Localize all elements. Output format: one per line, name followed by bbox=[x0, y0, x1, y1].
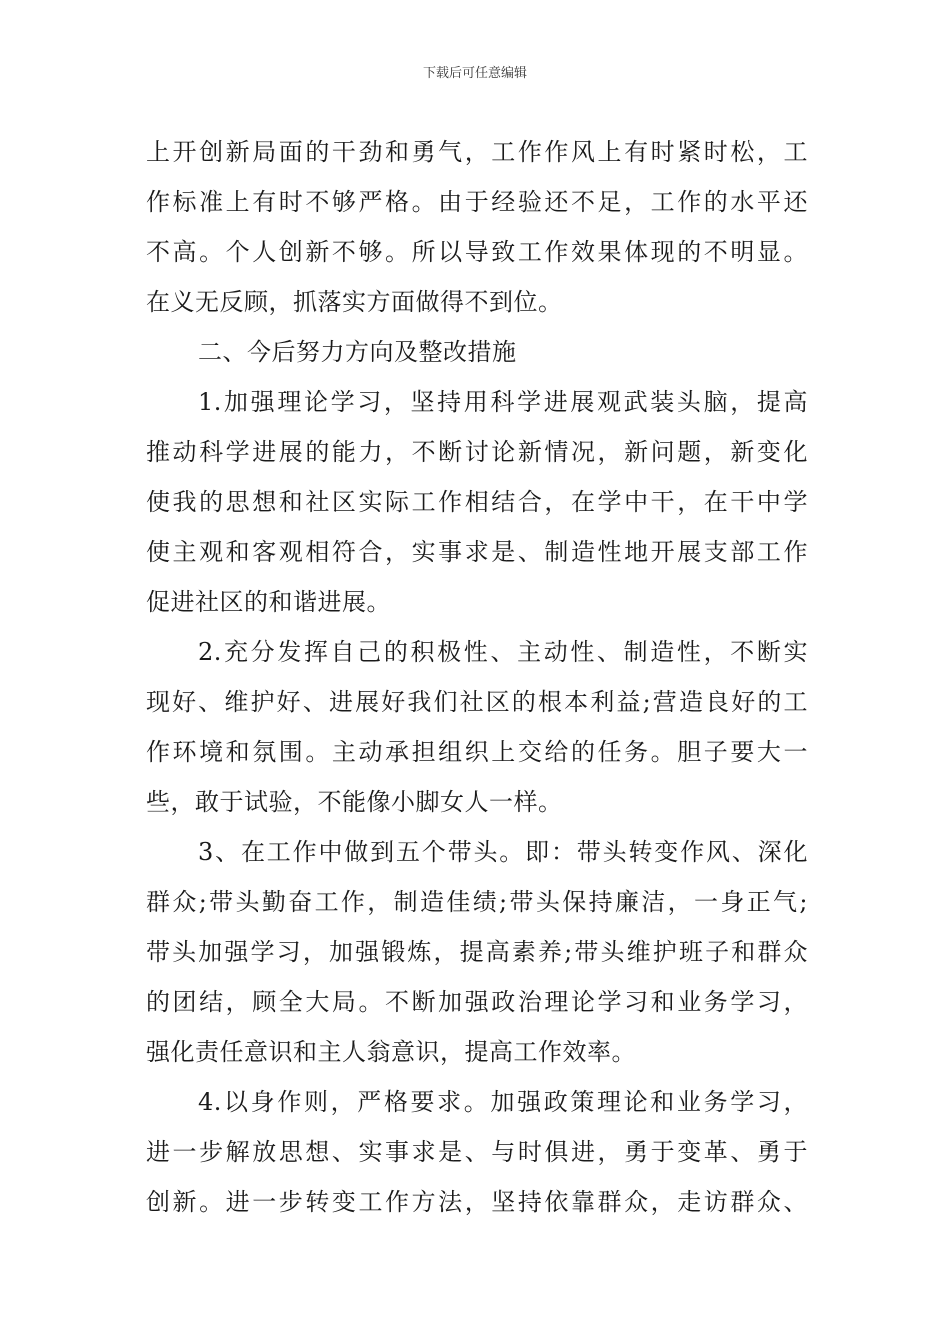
document-body bbox=[146, 127, 808, 1227]
text-line: 创新。进一步转变工作方法，坚持依靠群众，走访群众、 bbox=[146, 1188, 808, 1216]
text-line: 使我的思想和社区实际工作相结合，在学中干，在干中学 bbox=[146, 488, 808, 516]
text-line: 促进社区的和谐进展。 bbox=[146, 588, 391, 616]
text-line: 推动科学进展的能力，不断讨论新情况，新问题，新变化 bbox=[146, 438, 808, 466]
text-line: 进一步解放思想、实事求是、与时俱进，勇于变革、勇于 bbox=[146, 1138, 808, 1166]
text-line: 群众;带头勤奋工作，制造佳绩;带头保持廉洁，一身正气; bbox=[146, 888, 808, 916]
text-line: 带头加强学习，加强锻炼，提高素养;带头维护班子和群众 bbox=[146, 938, 808, 966]
text-line: 使主观和客观相符合，实事求是、制造性地开展支部工作 bbox=[146, 538, 808, 566]
text-line: 4.以身作则，严格要求。加强政策理论和业务学习， bbox=[198, 1088, 808, 1116]
text-line: 强化责任意识和主人翁意识，提高工作效率。 bbox=[146, 1038, 636, 1066]
page-header: 下载后可任意编辑 bbox=[422, 66, 527, 81]
text-line: 2.充分发挥自己的积极性、主动性、制造性，不断实 bbox=[198, 638, 808, 666]
text-line: 作标准上有时不够严格。由于经验还不足，工作的水平还 bbox=[146, 188, 808, 216]
text-line: 现好、维护好、进展好我们社区的根本利益;营造良好的工 bbox=[146, 688, 808, 716]
text-line: 1.加强理论学习，坚持用科学进展观武装头脑，提高 bbox=[198, 388, 808, 416]
text-line: 在义无反顾，抓落实方面做得不到位。 bbox=[146, 288, 563, 316]
text-line: 的团结，顾全大局。不断加强政治理论学习和业务学习， bbox=[146, 988, 808, 1016]
text-line: 不高。个人创新不够。所以导致工作效果体现的不明显。 bbox=[146, 238, 808, 266]
text-line: 3、在工作中做到五个带头。即：带头转变作风、深化 bbox=[198, 838, 808, 866]
text-line: 上开创新局面的干劲和勇气，工作作风上有时紧时松，工 bbox=[146, 138, 808, 166]
text-line: 些，敢于试验，不能像小脚女人一样。 bbox=[146, 788, 563, 816]
text-line: 作环境和氛围。主动承担组织上交给的任务。胆子要大一 bbox=[146, 738, 808, 766]
text-line: 二、今后努力方向及整改措施 bbox=[198, 338, 517, 366]
